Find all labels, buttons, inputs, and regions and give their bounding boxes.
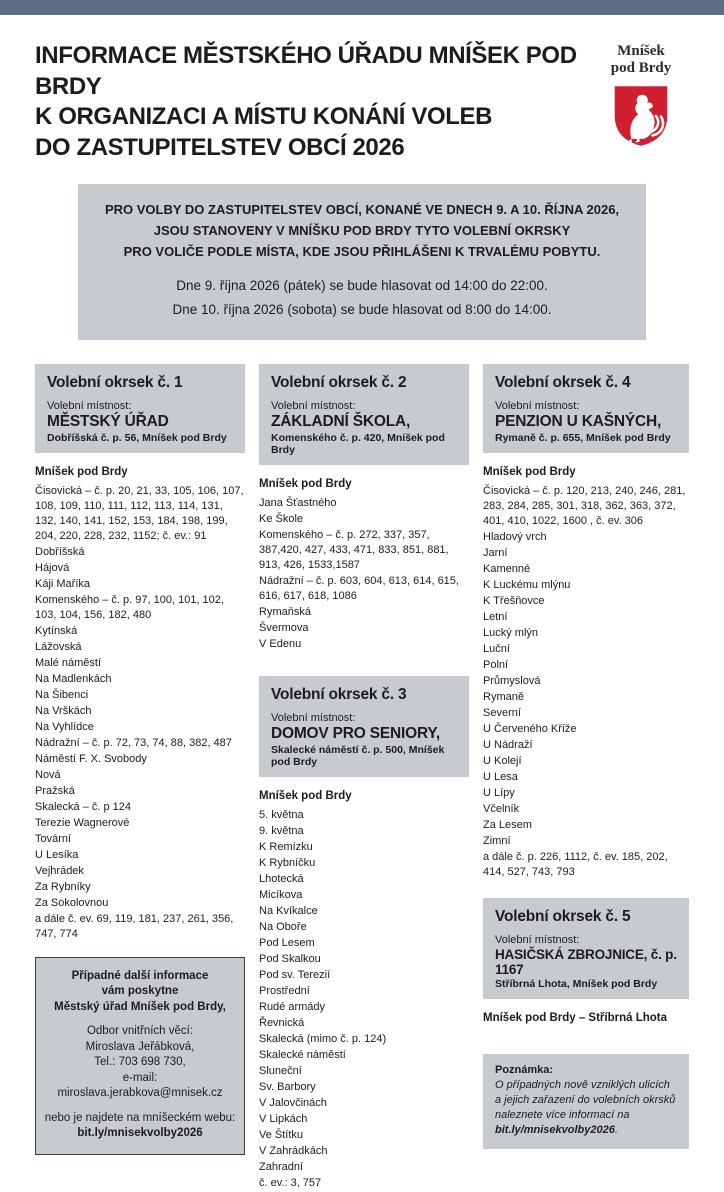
district-2	[259, 364, 469, 652]
city-coat-of-arms-icon	[593, 84, 689, 153]
note-title: Poznámka:	[495, 1063, 554, 1076]
street-item: Čisovická – č. p. 120, 213, 240, 246, 281, 283, 284, 285, 301, 318, 362, 363, 372, 401, 410, 1022, 1600 , č. ev. 306	[483, 484, 686, 527]
street-item: V Lipkách	[259, 1112, 308, 1125]
polling-venue-address: Skalecké náměstí č. p. 500, Mníšek pod Brdy	[271, 743, 445, 768]
contact-web-line: nebo je najdete na mníšeckém webu:	[44, 1111, 236, 1124]
street-item: Sluneční	[259, 1064, 302, 1077]
schedule-day-2: Dne 10. října 2026 (sobota) se bude hlasovat od 8:00 do 14:00.	[172, 302, 552, 318]
note-text: O případných nově vzniklých ulicích a jejich zařazení do volebních okrsků naleznete více informací na	[495, 1078, 676, 1121]
column-2	[259, 364, 469, 1192]
voting-schedule	[100, 274, 624, 323]
street-item: K Rybníčku	[259, 856, 316, 869]
street-item: Na Madlenkách	[35, 672, 112, 685]
street-item: U Lesa	[483, 770, 518, 783]
street-item: č. ev.: 3, 757	[259, 1176, 322, 1189]
district-title: Volební okrsek č. 1	[47, 373, 183, 391]
street-item: Náměstí F. X. Svobody	[35, 752, 147, 765]
street-item: Letní	[483, 610, 508, 623]
polling-venue: ZÁKLADNÍ ŠKOLA,	[271, 412, 411, 430]
contact-web-link[interactable]: bit.ly/mnisekvolby2026	[77, 1127, 203, 1140]
street-item: Rymaně	[483, 690, 524, 703]
street-item: Hájová	[35, 561, 70, 574]
street-item: U Lesíka	[35, 848, 79, 861]
street-item: Na Vrškách	[35, 704, 92, 717]
polling-room-label: Volební místnost:	[271, 711, 356, 724]
street-item: Jarní	[483, 546, 508, 559]
street-item: Za Rybníky	[35, 880, 91, 893]
street-item: U Lípy	[483, 786, 515, 799]
top-color-bar	[0, 0, 724, 15]
polling-venue-address: Dobříšská č. p. 56, Mníšek pod Brdy	[47, 431, 227, 444]
street-item: Za Sokolovnou	[35, 896, 109, 909]
street-item: Jana Šťastného	[259, 496, 337, 509]
street-item: Prostřední	[259, 984, 310, 997]
contact-bold-line-3: Městský úřad Mníšek pod Brdy,	[54, 1000, 226, 1013]
street-item: V Edenu	[259, 637, 302, 650]
street-item: Kytínská	[35, 624, 78, 637]
contact-web	[44, 1111, 236, 1142]
district-title: Volební okrsek č. 3	[271, 685, 407, 703]
district-title: Volební okrsek č. 5	[495, 907, 631, 925]
street-item: V Zahrádkách	[259, 1144, 328, 1157]
district-5	[483, 898, 689, 1024]
street-list	[259, 808, 469, 1191]
street-item: Hladový vrch	[483, 530, 547, 543]
polling-venue: PENZION U KAŠNÝCH,	[495, 412, 662, 430]
polling-venue-address: Komenského č. p. 420, Mníšek pod Brdy	[271, 431, 445, 456]
district-2-header	[259, 364, 469, 465]
street-item: Malé náměstí	[35, 656, 102, 669]
street-item: Ve Štítku	[259, 1128, 304, 1141]
street-item: Terezie Wagnerové	[35, 816, 130, 829]
polling-venue: HASIČSKÁ ZBROJNICE, č. p. 1167	[495, 946, 677, 977]
title-line-2: K ORGANIZACI A MÍSTU KONÁNÍ VOLEB	[35, 103, 493, 131]
street-item: U Nádraží	[483, 738, 533, 751]
district-title: Volební okrsek č. 4	[495, 373, 631, 391]
document-header	[35, 41, 689, 164]
street-item: Komenského – č. p. 97, 100, 101, 102, 103, 104, 156, 182, 480	[35, 593, 224, 621]
street-item: Tovární	[35, 832, 72, 845]
contact-phone: Tel.: 703 698 730,	[94, 1056, 186, 1069]
polling-room-label: Volební místnost:	[495, 933, 580, 946]
street-item: Průmyslová	[483, 674, 541, 687]
street-item: Polní	[483, 658, 509, 671]
contact-bold-line-2: vám poskytne	[101, 985, 179, 998]
street-item: Nádražní – č. p. 603, 604, 613, 614, 615, 616, 617, 618, 1086	[259, 574, 459, 602]
title-line-1: INFORMACE MĚSTSKÉHO ÚŘADU MNÍŠEK POD BRDY	[35, 42, 577, 100]
column-3	[483, 364, 689, 1149]
intro-bold-line-2: JSOU STANOVENY V MNÍŠKU POD BRDY TYTO VOLEBNÍ OKRSKY	[153, 222, 571, 238]
district-title: Volební okrsek č. 2	[271, 373, 407, 391]
city-logo	[593, 43, 689, 153]
street-item: Kamenné	[483, 562, 531, 575]
street-item: Na Šibenci	[35, 688, 89, 701]
intro-bold-text	[100, 199, 624, 262]
polling-venue: MĚSTSKÝ ÚŘAD	[47, 412, 169, 430]
street-item: Lucký mlýn	[483, 626, 539, 639]
street-item: Dobříšská	[35, 545, 85, 558]
street-item: K Luckému mlýnu	[483, 578, 571, 591]
district-1-header	[35, 364, 245, 453]
street-item: Nádražní – č. p. 72, 73, 74, 88, 382, 487	[35, 736, 232, 749]
street-item: Na Vyhlídce	[35, 720, 94, 733]
street-item: Pražská	[35, 784, 75, 797]
polling-venue-address: Rymaně č. p. 655, Mníšek pod Brdy	[495, 431, 671, 444]
street-item: Rymaňská	[259, 605, 311, 618]
street-item: V Jalovčinách	[259, 1096, 327, 1109]
polling-room-label: Volební místnost:	[47, 399, 132, 412]
street-item: Ke Škole	[259, 512, 304, 525]
district-5-header	[483, 898, 689, 999]
street-item: Pod Skalkou	[259, 952, 321, 965]
street-item: Švermova	[259, 621, 309, 634]
street-item: a dále č. p. 226, 1112, č. ev. 185, 202, 414, 527, 743, 793	[483, 850, 668, 878]
street-item: U Kolejí	[483, 754, 522, 767]
polling-venue-address: Stříbrná Lhota, Mníšek pod Brdy	[495, 977, 658, 990]
street-item: 9. května	[259, 824, 304, 837]
contact-bold-line-1: Případné další informace	[71, 969, 209, 982]
polling-room-label: Volební místnost:	[495, 399, 580, 412]
street-item: Micíkova	[259, 888, 303, 901]
street-item: Čisovická – č. p. 20, 21, 33, 105, 106, 107, 108, 109, 110, 111, 112, 113, 114, 131, 132, 140, 141, 152, 153, 184, 198, 199, 204, 220, 228, 232, 1152; č. ev.: 91	[35, 484, 244, 542]
street-item: Na Oboře	[259, 920, 307, 933]
street-list	[259, 496, 469, 652]
district-3	[259, 676, 469, 1191]
district-4-header	[483, 364, 689, 453]
street-item: Luční	[483, 642, 510, 655]
street-item: Skalecké náměstí	[259, 1048, 346, 1061]
street-item: Zahradní	[259, 1160, 304, 1173]
contact-department: Odbor vnitřních věcí:	[86, 1025, 194, 1038]
districts-columns	[35, 364, 689, 1192]
street-item: Káji Maříka	[35, 577, 91, 590]
street-item: Pod Lesem	[259, 936, 315, 949]
note-link[interactable]: bit.ly/mnisekvolby2026	[495, 1123, 615, 1136]
street-item: Severní	[483, 706, 521, 719]
city-logo-line2: pod Brdy	[610, 60, 672, 77]
area-label: Mníšek pod Brdy – Stříbrná Lhota	[483, 1011, 668, 1024]
street-item: Lážovská	[35, 640, 82, 653]
column-1	[35, 364, 245, 1155]
district-4	[483, 364, 689, 880]
note-suffix: .	[614, 1123, 618, 1136]
intro-bold-line-1: PRO VOLBY DO ZASTUPITELSTEV OBCÍ, KONANÉ VE DNECH 9. A 10. ŘÍJNA 2026,	[104, 201, 620, 217]
title-line-3: DO ZASTUPITELSTEV OBCÍ 2026	[35, 134, 405, 162]
street-item: Lhotecká	[259, 872, 304, 885]
contact-box	[35, 957, 245, 1155]
note-box	[483, 1054, 689, 1149]
contact-email[interactable]: e-mail: miroslava.jerabkova@mnisek.cz	[57, 1071, 223, 1100]
street-item: Skalecká – č. p 124	[35, 800, 132, 813]
street-item: K Třešňovce	[483, 594, 545, 607]
street-item: Nová	[35, 768, 61, 781]
street-item: Skalecká (mimo č. p. 124)	[259, 1032, 387, 1045]
street-item: Komenského – č. p. 272, 337, 357, 387,420, 427, 433, 471, 833, 851, 881, 913, 426, 1533,1587	[259, 528, 449, 571]
street-item: Řevnická	[259, 1016, 305, 1029]
area-label: Mníšek pod Brdy	[35, 465, 128, 478]
street-item: U Červeného Kříže	[483, 722, 577, 735]
street-item: Za Lesem	[483, 818, 532, 831]
area-label: Mníšek pod Brdy	[259, 789, 352, 802]
polling-venue: DOMOV PRO SENIORY,	[271, 724, 440, 742]
note-body	[495, 1078, 677, 1138]
page-title	[35, 41, 593, 164]
district-3-header	[259, 676, 469, 777]
contact-details	[44, 1024, 236, 1102]
contact-person: Miroslava Jeřábková,	[85, 1040, 195, 1053]
street-item: Vejhrádek	[35, 864, 84, 877]
street-item: Zimní	[483, 834, 511, 847]
area-label: Mníšek pod Brdy	[259, 477, 352, 490]
street-item: a dále č. ev. 69, 119, 181, 237, 261, 356, 747, 774	[35, 912, 234, 940]
city-logo-line1: Mníšek	[617, 43, 665, 59]
area-label: Mníšek pod Brdy	[483, 465, 576, 478]
street-list	[35, 484, 245, 942]
schedule-day-1: Dne 9. října 2026 (pátek) se bude hlasovat od 14:00 do 22:00.	[176, 278, 548, 294]
intro-bold-line-3: PRO VOLIČE PODLE MÍSTA, KDE JSOU PŘIHLÁŠENI K TRVALÉMU POBYTU.	[123, 243, 601, 259]
district-1	[35, 364, 245, 942]
street-item: Na Kvíkalce	[259, 904, 318, 917]
city-logo-name	[593, 43, 689, 78]
street-item: Sv. Barbory	[259, 1080, 316, 1093]
street-item: Rudé armády	[259, 1000, 326, 1013]
polling-room-label: Volební místnost:	[271, 399, 356, 412]
street-item: Pod sv. Terezií	[259, 968, 331, 981]
street-list	[483, 484, 689, 880]
street-item: K Remízku	[259, 840, 313, 853]
street-item: 5. května	[259, 808, 304, 821]
street-item: Včelník	[483, 802, 520, 815]
election-intro-box	[78, 184, 646, 340]
